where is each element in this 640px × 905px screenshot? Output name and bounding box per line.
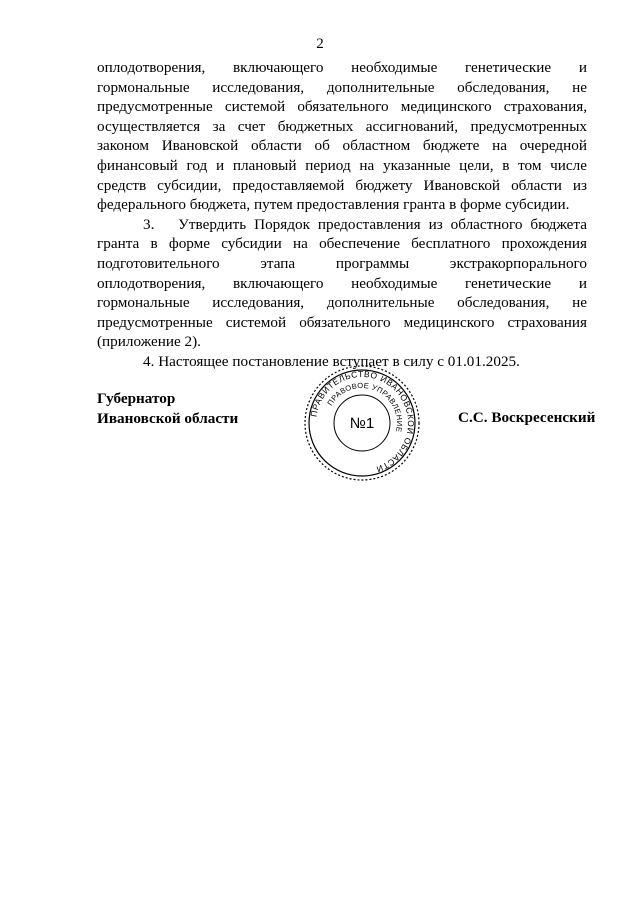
signatory-region: Ивановской области [97,409,239,427]
stamp-inner-text: ПРАВОВОЕ УПРАВЛЕНИЕ [325,380,405,434]
paragraph-continuation: оплодотворения, включающего необходимые генетические и гормональные исследования, дополнительные обследования, не предусмотренные системой обязательного медицинского страхования, осуществляется за счет бюджетных ассигнований, предусмотренных законом Ивановской области об областном бюджете на очередной финансовый год и плановый период на указанные цели, в том числе средств субсидии, предоставляемой бюджету Ивановской области из федерального бюджета, путем предоставления гранта в форме субсидии. [97,59,587,214]
signatory-name: С.С. Воскресенский [458,409,596,426]
stamp-outer-text: ПРАВИТЕЛЬСТВО ИВАНОВСКОЙ ОБЛАСТИ [308,368,417,475]
signatory-title: Губернатор [97,390,176,407]
stamp-number: №1 [349,415,375,432]
page-number: 2 [316,36,324,52]
document-body [97,58,587,372]
paragraph-item-4: 4. Настоящее постановление вступает в силу с 01.01.2025. [143,352,520,370]
paragraph-item-3: 3. Утвердить Порядок предоставления из областного бюджета гранта в форме субсидии на обеспечение бесплатного прохождения подготовительного этапа программы экстракорпорального оплодотворения, включающего необходимые генетические и гормональные исследования, дополнительные обследования, не предусмотренные системой обязательного медицинского страхования (приложение 2). [97,215,587,351]
official-stamp [303,364,421,482]
signatory-position [97,389,238,428]
